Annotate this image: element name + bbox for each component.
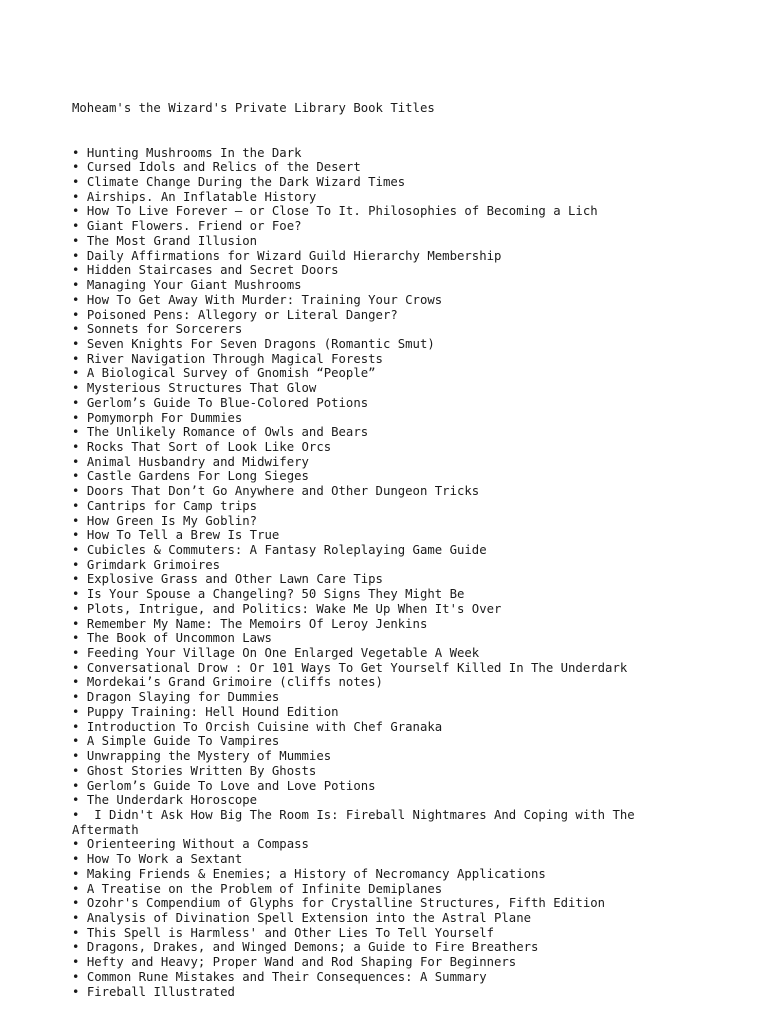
bullet-glyph: • xyxy=(72,587,80,602)
book-title: This Spell is Harmless' and Other Lies To Tell Yourself xyxy=(86,925,494,940)
book-title: Cantrips for Camp trips xyxy=(86,498,258,513)
list-item xyxy=(72,882,682,897)
book-title: Castle Gardens For Long Sieges xyxy=(86,469,309,484)
bullet-glyph: • xyxy=(72,955,80,970)
list-item xyxy=(72,234,682,249)
list-item xyxy=(72,308,682,323)
bullet-glyph: • xyxy=(72,204,80,219)
bullet-glyph: • xyxy=(72,233,80,248)
list-item xyxy=(72,381,682,396)
book-title: Hunting Mushrooms In the Dark xyxy=(86,145,302,160)
bullet-glyph: • xyxy=(72,425,80,440)
bullet-glyph: • xyxy=(72,940,80,955)
book-title: A Treatise on the Problem of Infinite Demiplanes xyxy=(86,881,443,896)
book-title: Common Rune Mistakes and Their Consequences: A Summary xyxy=(86,969,487,984)
list-item xyxy=(72,352,682,367)
bullet-glyph: • xyxy=(72,778,80,793)
book-title: Mordekai’s Grand Grimoire (cliffs notes) xyxy=(86,675,383,690)
list-item xyxy=(72,896,682,911)
bullet-glyph: • xyxy=(72,557,80,572)
bullet-glyph: • xyxy=(72,749,80,764)
list-item xyxy=(72,293,682,308)
book-title: Is Your Spouse a Changeling? 50 Signs They Might Be xyxy=(86,587,465,602)
bullet-glyph: • xyxy=(72,307,80,322)
book-title: Climate Change During the Dark Wizard Times xyxy=(86,175,406,190)
book-title: Daily Affirmations for Wizard Guild Hierarchy Membership xyxy=(86,248,502,263)
bullet-glyph: • xyxy=(72,175,80,190)
list-item xyxy=(72,528,682,543)
bullet-glyph: • xyxy=(72,410,80,425)
list-item xyxy=(72,160,682,175)
list-item xyxy=(72,690,682,705)
book-title: How To Tell a Brew Is True xyxy=(86,528,280,543)
book-title: How Green Is My Goblin? xyxy=(86,513,258,528)
book-title: Unwrapping the Mystery of Mummies xyxy=(86,749,332,764)
list-item xyxy=(72,793,682,808)
book-title: Seven Knights For Seven Dragons (Romantic Smut) xyxy=(86,336,435,351)
list-item xyxy=(72,749,682,764)
book-title: Remember My Name: The Memoirs Of Leroy Jenkins xyxy=(86,616,428,631)
bullet-glyph: • xyxy=(72,807,80,822)
book-title: Poisoned Pens: Allegory or Literal Danger? xyxy=(86,307,398,322)
bullet-glyph: • xyxy=(72,469,80,484)
book-title: The Unlikely Romance of Owls and Bears xyxy=(86,425,369,440)
book-title: Airships. An Inflatable History xyxy=(86,189,317,204)
list-item xyxy=(72,455,682,470)
bullet-glyph: • xyxy=(72,793,80,808)
book-title: Cursed Idols and Relics of the Desert xyxy=(86,160,361,175)
list-item xyxy=(72,204,682,219)
book-title: Giant Flowers. Friend or Foe? xyxy=(86,219,302,234)
bullet-glyph: • xyxy=(72,336,80,351)
book-title: Dragon Slaying for Dummies xyxy=(86,690,280,705)
book-title: Gerlom’s Guide To Blue-Colored Potions xyxy=(86,395,369,410)
bullet-glyph: • xyxy=(72,925,80,940)
book-title: Rocks That Sort of Look Like Orcs xyxy=(86,439,332,454)
bullet-glyph: • xyxy=(72,528,80,543)
bullet-glyph: • xyxy=(72,837,80,852)
bullet-glyph: • xyxy=(72,984,80,999)
bullet-glyph: • xyxy=(72,896,80,911)
book-title: Orienteering Without a Compass xyxy=(86,837,309,852)
list-item xyxy=(72,661,682,676)
list-item xyxy=(72,499,682,514)
bullet-glyph: • xyxy=(72,454,80,469)
book-title: Conversational Drow : Or 101 Ways To Get Yourself Killed In The Underdark xyxy=(86,660,628,675)
book-title: Hefty and Heavy; Proper Wand and Rod Shaping For Beginners xyxy=(86,955,517,970)
bullet-glyph: • xyxy=(72,660,80,675)
list-item xyxy=(72,852,682,867)
list-item xyxy=(72,514,682,529)
bullet-glyph: • xyxy=(72,484,80,499)
book-title: Fireball Illustrated xyxy=(86,984,235,999)
bullet-glyph: • xyxy=(72,704,80,719)
bullet-glyph: • xyxy=(72,763,80,778)
bullet-glyph: • xyxy=(72,866,80,881)
bullet-glyph: • xyxy=(72,439,80,454)
bullet-glyph: • xyxy=(72,734,80,749)
book-title: Hidden Staircases and Secret Doors xyxy=(86,263,339,278)
book-title: How To Get Away With Murder: Training Your Crows xyxy=(86,292,443,307)
list-item xyxy=(72,720,682,735)
list-item xyxy=(72,602,682,617)
book-title: The Book of Uncommon Laws xyxy=(86,631,272,646)
bullet-glyph: • xyxy=(72,292,80,307)
list-item xyxy=(72,705,682,720)
list-item xyxy=(72,940,682,955)
book-title: A Biological Survey of Gnomish “People” xyxy=(86,366,376,381)
book-title: Cubicles & Commuters: A Fantasy Roleplaying Game Guide xyxy=(86,543,487,557)
list-item xyxy=(72,558,682,573)
book-title: The Most Grand Illusion xyxy=(86,233,258,248)
list-item xyxy=(72,175,682,190)
book-title: The Underdark Horoscope xyxy=(86,793,258,808)
bullet-glyph: • xyxy=(72,145,80,160)
bullet-glyph: • xyxy=(72,910,80,925)
list-item xyxy=(72,249,682,264)
bullet-glyph: • xyxy=(72,543,80,557)
bullet-glyph: • xyxy=(72,852,80,867)
bullet-glyph: • xyxy=(72,601,80,616)
bullet-glyph: • xyxy=(72,219,80,234)
bullet-glyph: • xyxy=(72,572,80,587)
book-title: Pomymorph For Dummies xyxy=(86,410,243,425)
list-item xyxy=(72,337,682,352)
bullet-glyph: • xyxy=(72,498,80,513)
bullet-glyph: • xyxy=(72,690,80,705)
list-item xyxy=(72,734,682,749)
list-item xyxy=(72,263,682,278)
bullet-glyph: • xyxy=(72,646,80,661)
list-item xyxy=(72,190,682,205)
bullet-glyph: • xyxy=(72,381,80,396)
bullet-glyph: • xyxy=(72,719,80,734)
book-title: Feeding Your Village On One Enlarged Vegetable A Week xyxy=(86,646,480,661)
list-item xyxy=(72,587,682,602)
list-item xyxy=(72,617,682,632)
book-title: A Simple Guide To Vampires xyxy=(86,734,280,749)
book-title: Ozohr's Compendium of Glyphs for Crystalline Structures, Fifth Edition xyxy=(86,896,606,911)
book-title: Making Friends & Enemies; a History of Necromancy Applications xyxy=(86,866,546,881)
bullet-glyph: • xyxy=(72,322,80,337)
bullet-glyph: • xyxy=(72,969,80,984)
book-title: Gerlom’s Guide To Love and Love Potions xyxy=(86,778,376,793)
list-item xyxy=(72,322,682,337)
list-item xyxy=(72,926,682,941)
bullet-glyph: • xyxy=(72,160,80,175)
bullet-glyph: • xyxy=(72,366,80,381)
book-title: Doors That Don’t Go Anywhere and Other Dungeon Tricks xyxy=(86,484,480,499)
book-title-list xyxy=(72,146,682,1000)
book-title: Ghost Stories Written By Ghosts xyxy=(86,763,317,778)
list-item xyxy=(72,779,682,794)
book-title: Analysis of Divination Spell Extension into the Astral Plane xyxy=(86,910,532,925)
list-item xyxy=(72,970,682,985)
book-title: Grimdark Grimoires xyxy=(86,557,221,572)
bullet-glyph: • xyxy=(72,631,80,646)
bullet-glyph: • xyxy=(72,248,80,263)
book-title: Dragons, Drakes, and Winged Demons; a Guide to Fire Breathers xyxy=(86,940,539,955)
list-item xyxy=(72,867,682,882)
list-item xyxy=(72,411,682,426)
book-title: River Navigation Through Magical Forests xyxy=(86,351,383,366)
book-title: Managing Your Giant Mushrooms xyxy=(86,278,302,293)
document-page xyxy=(72,72,682,1014)
list-item xyxy=(72,837,682,852)
bullet-glyph: • xyxy=(72,675,80,690)
book-title: Animal Husbandry and Midwifery xyxy=(86,454,309,469)
document-title: Moheam's the Wizard's Private Library Book Titles xyxy=(72,101,435,116)
bullet-glyph: • xyxy=(72,395,80,410)
book-title: How To Work a Sextant xyxy=(86,852,243,867)
bullet-glyph: • xyxy=(72,351,80,366)
book-title: How To Live Forever — or Close To It. Philosophies of Becoming a Lich xyxy=(86,204,598,219)
list-item xyxy=(72,911,682,926)
book-title: Plots, Intrigue, and Politics: Wake Me Up When It's Over xyxy=(86,601,502,616)
list-item xyxy=(72,646,682,661)
book-title: Explosive Grass and Other Lawn Care Tips xyxy=(86,572,383,587)
book-title: Puppy Training: Hell Hound Edition xyxy=(86,704,339,719)
list-item xyxy=(72,572,682,587)
list-item xyxy=(72,484,682,499)
list-item xyxy=(72,440,682,455)
list-item xyxy=(72,631,682,646)
list-item xyxy=(72,425,682,440)
book-title: I Didn't Ask How Big The Room Is: Fireball Nightmares And Coping with The Aftermath xyxy=(72,807,643,837)
list-item xyxy=(72,469,682,484)
book-title: Introduction To Orcish Cuisine with Chef Granaka xyxy=(86,719,443,734)
list-item xyxy=(72,543,682,558)
list-item xyxy=(72,366,682,381)
list-item xyxy=(72,764,682,779)
list-item xyxy=(72,219,682,234)
bullet-glyph: • xyxy=(72,189,80,204)
list-item xyxy=(72,955,682,970)
bullet-glyph: • xyxy=(72,616,80,631)
bullet-glyph: • xyxy=(72,263,80,278)
list-item xyxy=(72,278,682,293)
list-item xyxy=(72,985,682,1000)
bullet-glyph: • xyxy=(72,513,80,528)
list-item xyxy=(72,146,682,161)
list-item xyxy=(72,396,682,411)
list-item xyxy=(72,808,682,837)
bullet-glyph: • xyxy=(72,881,80,896)
bullet-glyph: • xyxy=(72,278,80,293)
book-title: Mysterious Structures That Glow xyxy=(86,381,317,396)
list-item xyxy=(72,675,682,690)
book-title: Sonnets for Sorcerers xyxy=(86,322,243,337)
